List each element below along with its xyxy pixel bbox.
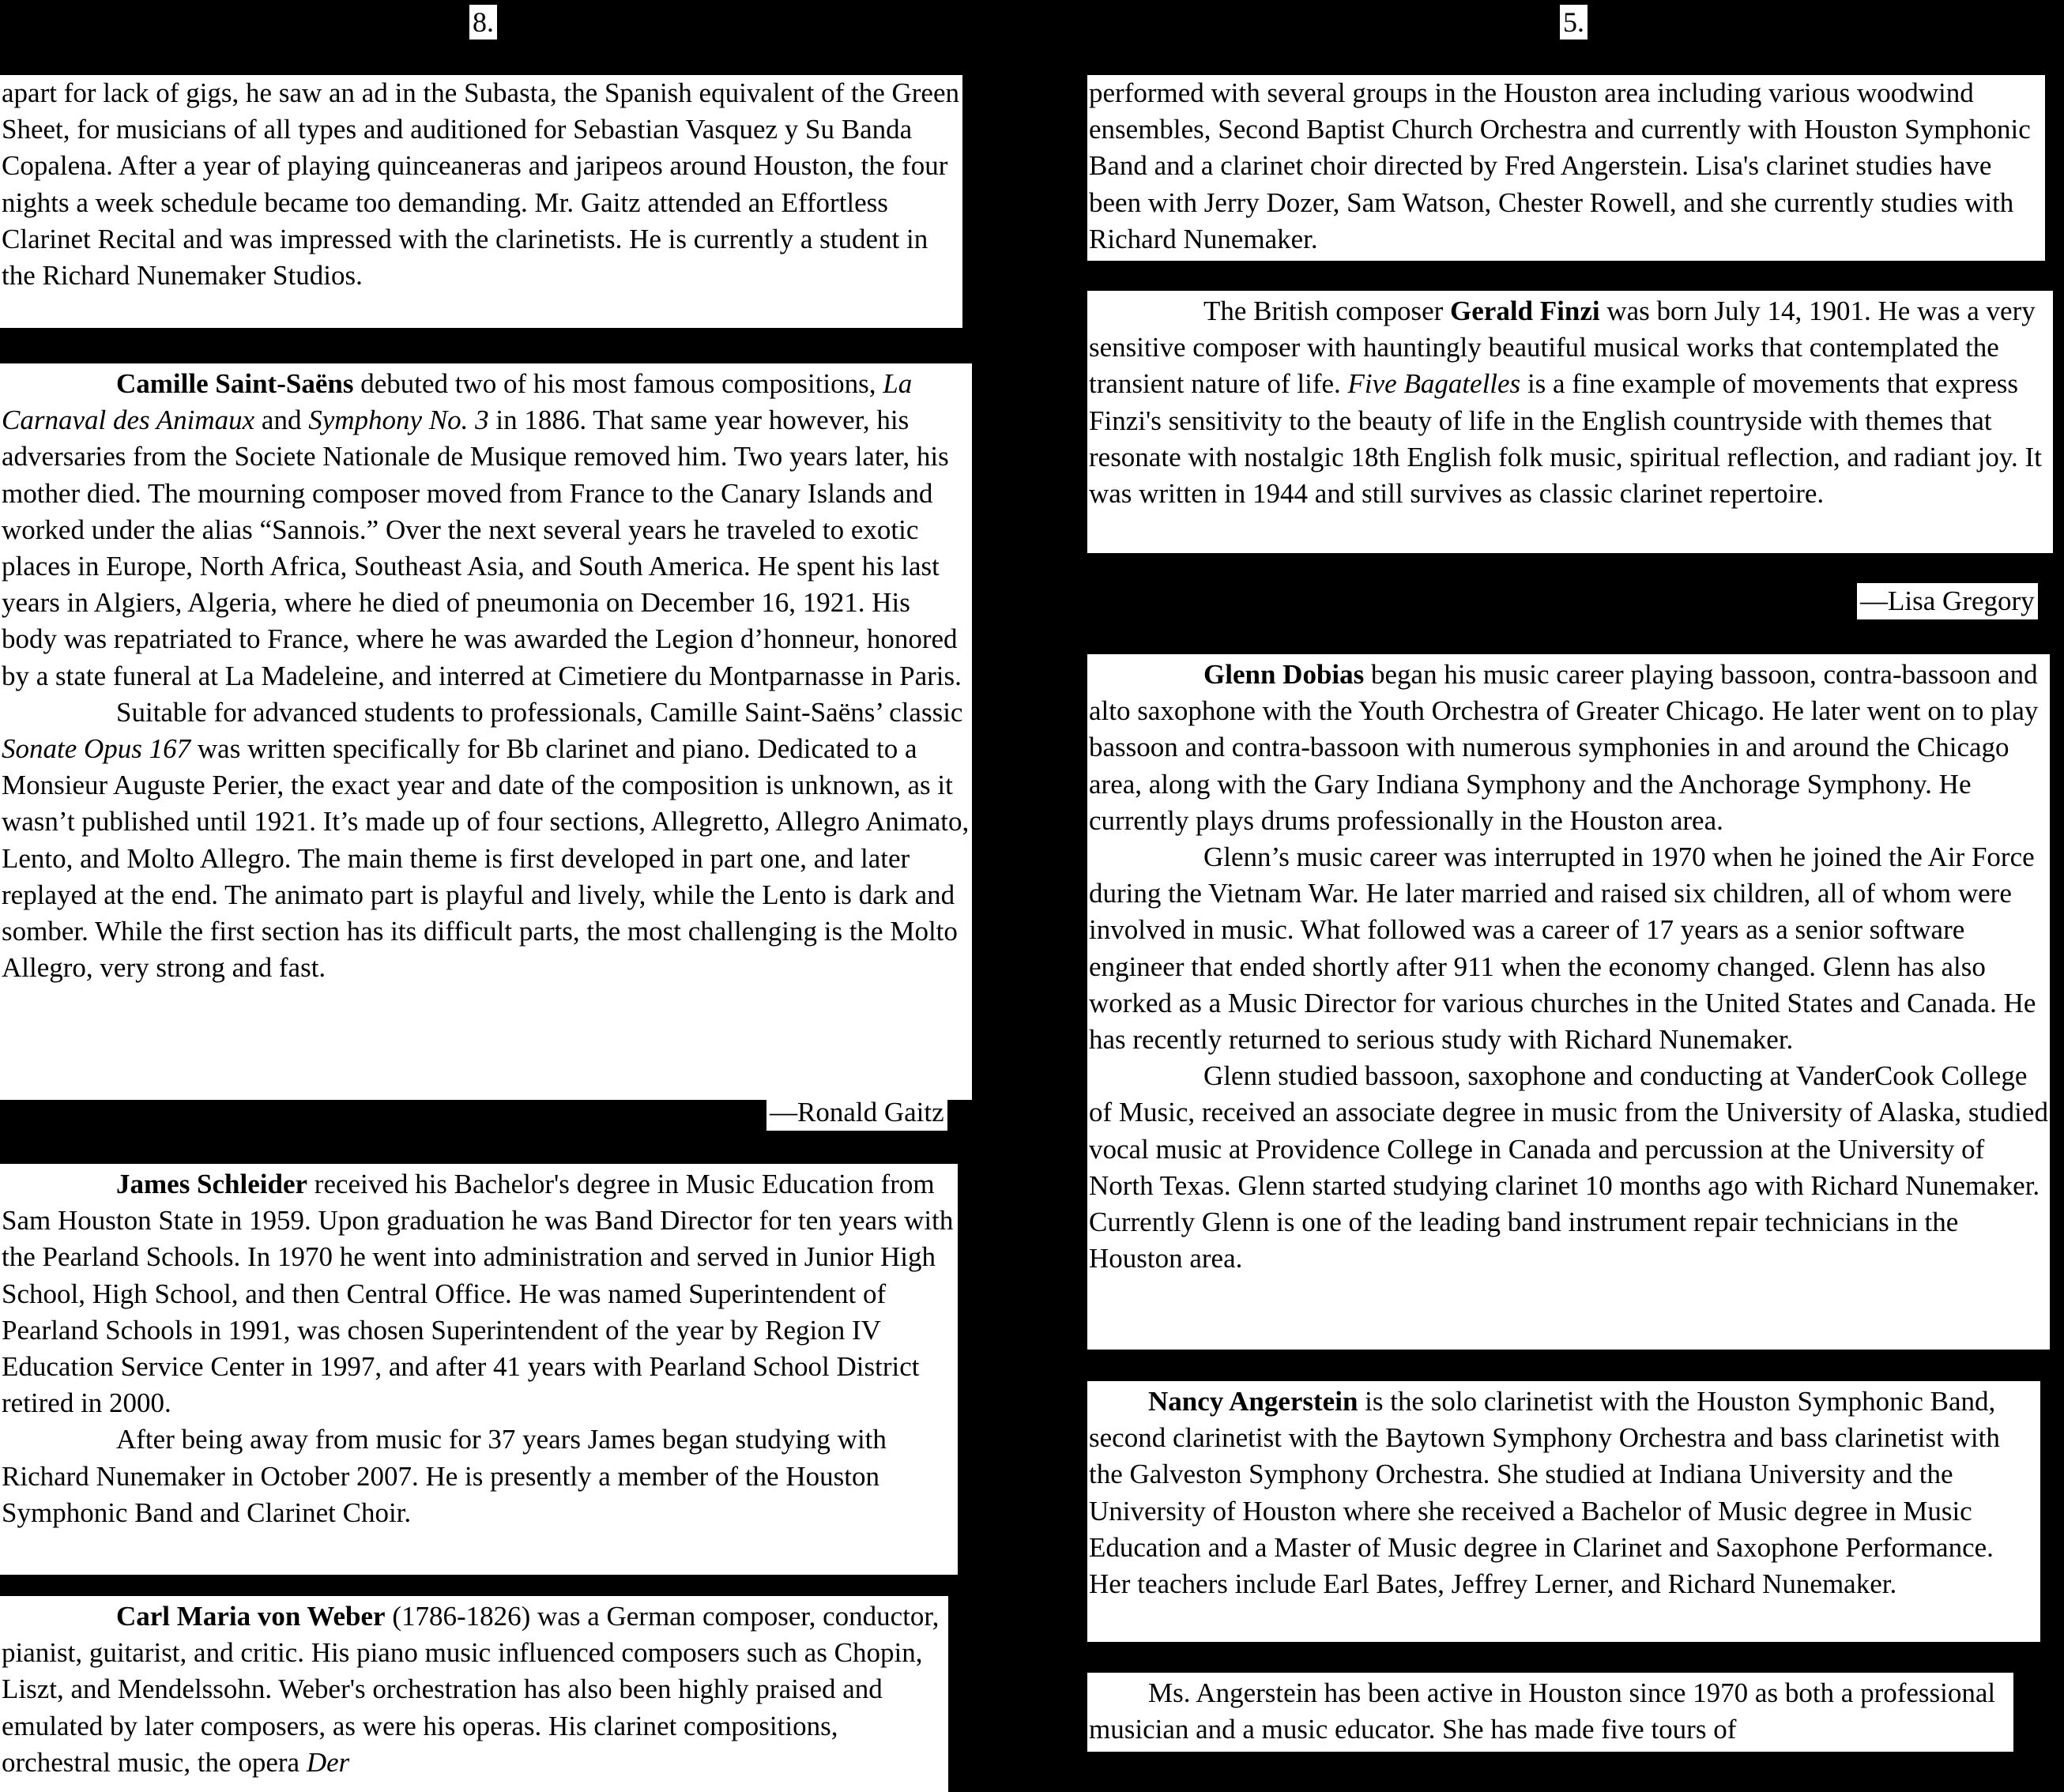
schleider-paragraph-1 (2, 1166, 956, 1421)
dobias-paragraph-1 (1089, 657, 2048, 839)
work-title: Symphony No. 3 (308, 405, 489, 436)
text-run: was written specifically for Bb clarinet and piano. Dedicated to a Monsieur Auguste Perier, the exact year and date of the composition is unknown, as it wasn’t published until 1921. It’s made up of four sections, Allegretto, Allegro Animato, Lento, and Molto Allegro. The main theme is first developed in part one, and later replayed at the end. The animato part is playful and lively, while the Lento is dark and somber. While the first section has its difficult parts, the most challenging is the Molto Allegro, very strong and fast. (2, 733, 970, 984)
person-name: Nancy Angerstein (1148, 1386, 1358, 1417)
weber-article (0, 1596, 948, 1792)
angerstein-paragraph-1 (1089, 1384, 2039, 1602)
text-run: is a fine example of movements that express Finzi's sensitivity to the beauty of life in the English countryside with themes that resonate with nostalgic 18th English folk music, spiritual reflection, and radiant joy. It was written in 1944 and still survives as classic clarinet repertoire. (1089, 368, 2042, 510)
angerstein-article (1087, 1381, 2040, 1642)
composer-name: Camille Saint-Saëns (116, 368, 354, 399)
page-number-left: 8. (469, 5, 497, 40)
page-number-right: 5. (1560, 5, 1588, 40)
text-run: The British composer (1203, 296, 1451, 326)
gregory-bio-text: performed with several groups in the Houston area including various woodwind ensembles, Second Baptist Church Orchestra and currently with Houston Symphonic Band and a clarinet choir directed by Fred Angerstein. Lisa's clarinet studies have been with Jerry Dozer, Sam Watson, Chester Rowell, and she currently studies with Richard Nunemaker. (1089, 77, 2031, 254)
signature-ronald-gaitz: —Ronald Gaitz (766, 1094, 947, 1131)
schleider-article (0, 1164, 958, 1575)
saint-saens-article (0, 363, 972, 1100)
composer-name: Gerald Finzi (1450, 296, 1600, 326)
signature-lisa-gregory: —Lisa Gregory (1857, 583, 2038, 619)
text-run: received his Bachelor's degree in Music Education from Sam Houston State in 1959. Upon graduation he was Band Director for ten years with the Pearland Schools. In 1970 he went into administration and served in Junior High School, High School, and then Central Office. He was named Superintendent of Pearland Schools in 1991, was chosen Superintendent of the year by Region IV Education Service Center in 1997, and after 41 years with Pearland School District retired in 2000. (2, 1169, 954, 1419)
schleider-paragraph-2: After being away from music for 37 years James began studying with Richard Nunemaker in October 2007. He is presently a member of the Houston Symphonic Band and Clarinet Choir. (2, 1424, 887, 1528)
work-title: Five Bagatelles (1347, 368, 1521, 400)
saint-saens-paragraph-2 (2, 695, 970, 987)
text-run: and (254, 405, 309, 436)
text-run: was born July 14, 1901. He was a very sensitive composer with hauntingly beautiful musical works that contemplated the transient nature of life. (1089, 296, 2036, 400)
composer-name: Carl Maria von Weber (116, 1601, 386, 1632)
weber-paragraph-1 (2, 1598, 947, 1781)
work-title: Sonate Opus 167 (2, 733, 191, 765)
text-run: (1786-1826) was a German composer, conductor, pianist, guitarist, and critic. His piano music influenced composers such as Chopin, Liszt, and Mendelssohn. Weber's orchestration has also been highly praised and emulated by later composers, as were his operas. His clarinet compositions, orchestral music, the opera (2, 1601, 940, 1778)
angerstein-article-continued (1087, 1673, 2013, 1752)
gregory-bio-end (1087, 75, 2045, 261)
finzi-paragraph (1089, 293, 2051, 512)
dobias-paragraph-3: Glenn studied bassoon, saxophone and conducting at VanderCook College of Music, received an associate degree in music from the University of Alaska, studied vocal music at Providence College in Canada and percussion at the University of North Texas. Glenn started studying clarinet 10 months ago with Richard Nunemaker. Currently Glenn is one of the leading band instrument repair technicians in the Houston area. (1089, 1060, 2048, 1274)
text-run: in 1886. That same year however, his adversaries from the Societe Nationale de Musique removed him. Two years later, his mother died. The mourning composer moved from France to the Canary Islands and worked under the alias “Sannois.” Over the next several years he traveled to exotic places in Europe, North Africa, Southeast Asia, and South America. He spent his last years in Algiers, Algeria, where he died of pneumonia on December 16, 1921. His body was repatriated to France, where he was awarded the Legion d’honneur, honored by a state funeral at La Madeleine, and interred at Cimetiere du Montparnasse in Paris. (2, 405, 962, 691)
finzi-article (1087, 291, 2053, 553)
gaitz-bio-text: apart for lack of gigs, he saw an ad in the Subasta, the Spanish equivalent of the Green Sheet, for musicians of all types and auditioned for Sebastian Vasquez y Su Banda Copalena. After a year of playing quinceaneras and jaripeos around Houston, the four nights a week schedule became too demanding. Mr. Gaitz attended an Effortless Clarinet Recital and was impressed with the clarinetists. He is currently a student in the Richard Nunemaker Studios. (2, 77, 959, 292)
dobias-paragraph-2: Glenn’s music career was interrupted in 1970 when he joined the Air Force during the Vietnam War. He later married and raised six children, all of whom were involved in music. What followed was a career of 17 years as a senior software engineer that ended shortly after 911 when the economy changed. Glenn has also worked as a Music Director for various churches in the United States and Canada. He has recently returned to serious study with Richard Nunemaker. (1089, 841, 2036, 1056)
work-title: Der (306, 1746, 350, 1778)
text-run: began his music career playing bassoon, contra-bassoon and alto saxophone with the Youth Orchestra of Greater Chicago. He later went on to play bassoon and contra-bassoon with numerous symphonies in and around the Chicago area, along with the Gary Indiana Symphony and the Anchorage Symphony. He currently plays drums professionally in the Houston area. (1089, 659, 2039, 836)
dobias-article (1087, 654, 2050, 1350)
saint-saens-paragraph-1 (2, 366, 970, 695)
person-name: James Schleider (116, 1169, 308, 1199)
angerstein-paragraph-2: Ms. Angerstein has been active in Houston since 1970 as both a professional musician and a music educator. She has made five tours of (1089, 1677, 1996, 1745)
text-run: Suitable for advanced students to professionals, Camille Saint-Saëns’ classic (116, 696, 963, 728)
text-run: debuted two of his most famous compositions, (353, 368, 883, 399)
person-name: Glenn Dobias (1203, 659, 1365, 690)
text-run: is the solo clarinetist with the Houston Symphonic Band, second clarinetist with the Baytown Symphony Orchestra and bass clarinetist with the Galveston Symphony Orchestra. She studied at Indiana University and the University of Houston where she received a Bachelor of Music degree in Music Education and a Master of Music degree in Clarinet and Saxophone Performance. Her teachers include Earl Bates, Jeffrey Lerner, and Richard Nunemaker. (1089, 1386, 2000, 1600)
work-title: La Carnaval des Animaux (2, 368, 913, 436)
gaitz-bio-end (0, 75, 962, 328)
